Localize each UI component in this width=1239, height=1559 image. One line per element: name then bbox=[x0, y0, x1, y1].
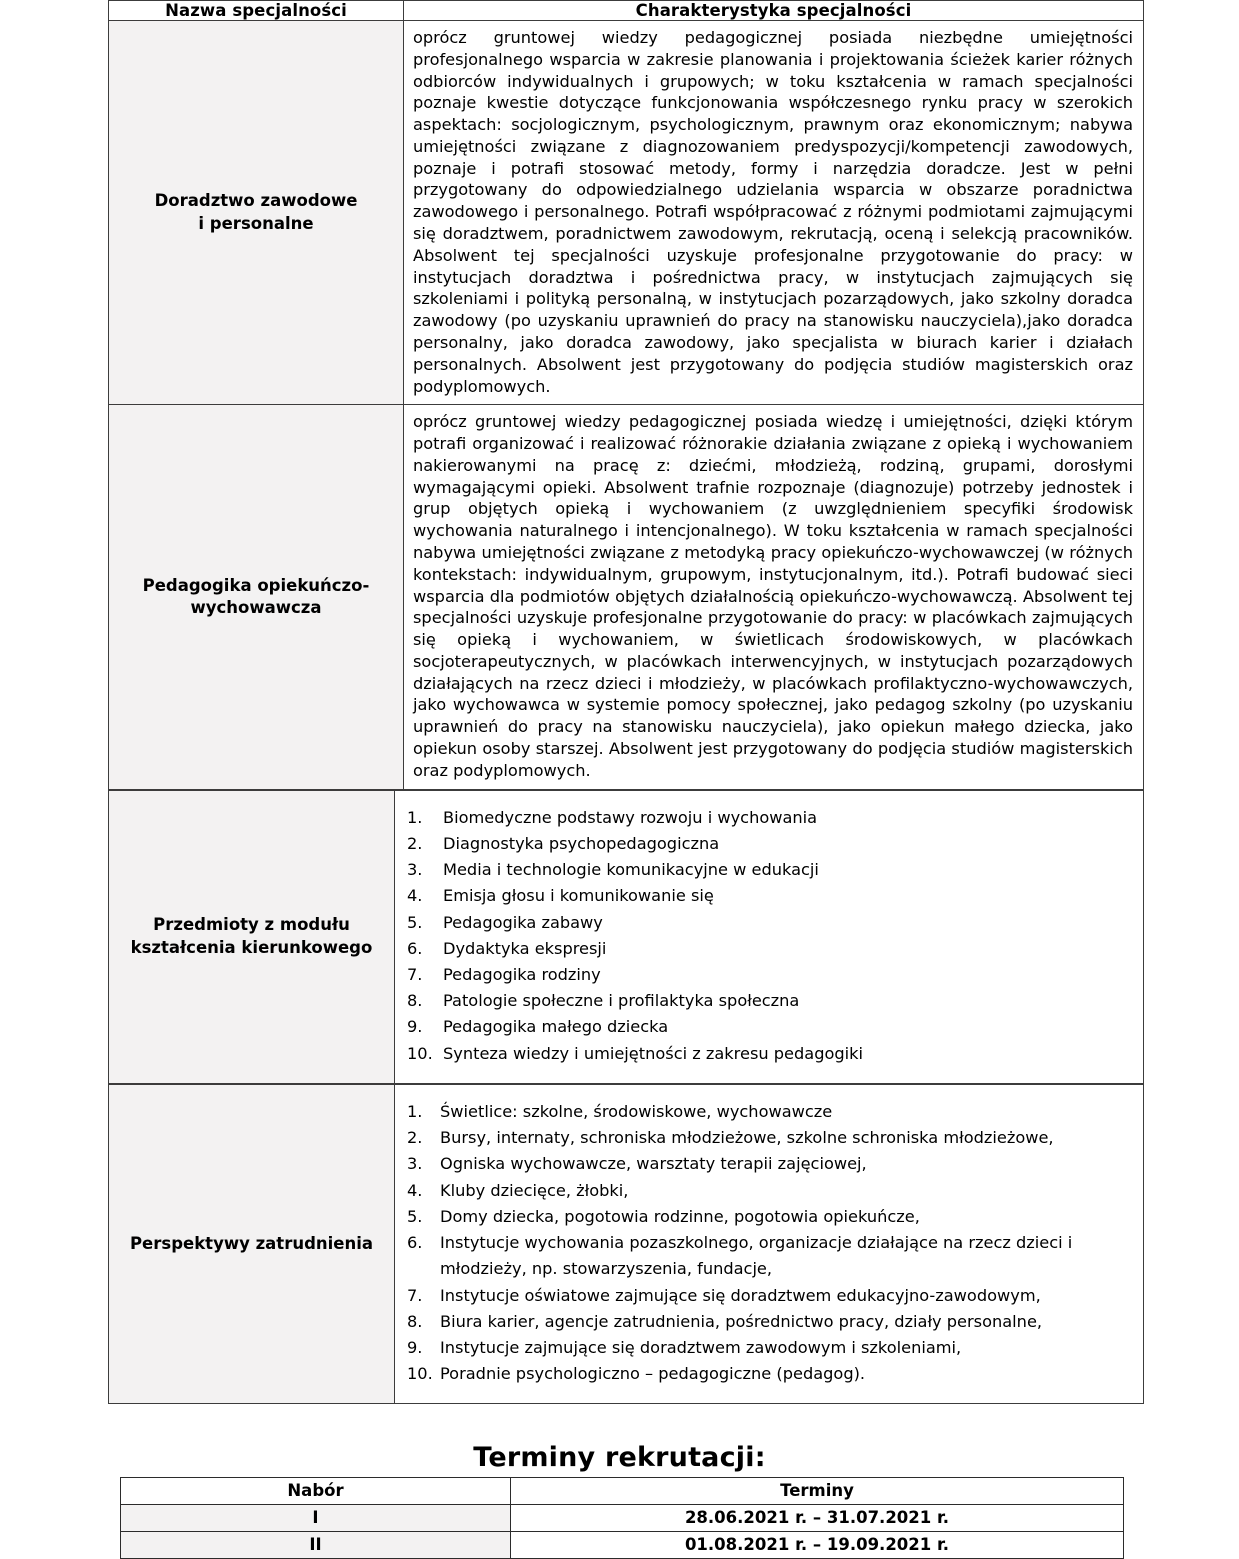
table-row bbox=[121, 1532, 1124, 1559]
list-item bbox=[407, 1204, 1133, 1230]
list-item-label: Pedagogika rodziny bbox=[443, 964, 601, 984]
list-item bbox=[407, 1151, 1133, 1177]
list-item-label: Świetlice: szkolne, środowiskowe, wychowawcze bbox=[440, 1101, 833, 1121]
recruitment-title: Terminy rekrutacji: bbox=[473, 1442, 766, 1474]
employment-list-cell bbox=[395, 1084, 1144, 1404]
list-item-number: 9. bbox=[407, 1338, 423, 1358]
list-item-number: 5. bbox=[407, 1206, 423, 1226]
speciality-name-doradztwo: Doradztwo zawodowe i personalne bbox=[109, 21, 404, 405]
list-item-label: Domy dziecka, pogotowia rodzinne, pogotowia opiekuńcze, bbox=[440, 1206, 920, 1226]
list-item-label: Poradnie psychologiczno – pedagogiczne (pedagog). bbox=[440, 1364, 866, 1384]
list-item-number: 7. bbox=[407, 964, 423, 984]
subjects-table bbox=[108, 790, 1144, 1084]
list-item-number: 2. bbox=[407, 1128, 423, 1148]
list-item-label: Instytucje wychowania pozaszkolnego, organizacje działające na rzecz dzieci i młodzieży, np. stowarzyszenia, fundacje, bbox=[440, 1233, 1073, 1279]
list-item-number: 4. bbox=[407, 886, 423, 906]
list-item bbox=[407, 883, 1133, 909]
list-item-number: 9. bbox=[407, 1017, 423, 1037]
header-speciality-characteristics: Charakterystyka specjalności bbox=[404, 1, 1144, 21]
list-item-label: Pedagogika zabawy bbox=[443, 912, 603, 932]
list-item-number: 10. bbox=[407, 1364, 433, 1384]
list-item bbox=[407, 857, 1133, 883]
list-item bbox=[407, 1230, 1133, 1282]
list-item bbox=[407, 1041, 1133, 1067]
list-item bbox=[407, 805, 1133, 831]
list-item-label: Pedagogika małego dziecka bbox=[443, 1017, 669, 1037]
specialities-table bbox=[108, 0, 1144, 790]
subjects-list bbox=[407, 805, 1133, 1067]
subjects-label: Przedmioty z modułu kształcenia kierunkowego bbox=[109, 790, 395, 1083]
table-header-row bbox=[121, 1478, 1124, 1505]
list-item-number: 10. bbox=[407, 1043, 433, 1063]
list-item-label: Diagnostyka psychopedagogiczna bbox=[443, 833, 720, 853]
list-item bbox=[407, 831, 1133, 857]
employment-label: Perspektywy zatrudnienia bbox=[109, 1084, 395, 1404]
list-item-label: Patologie społeczne i profilaktyka społeczna bbox=[443, 991, 800, 1011]
header-speciality-name: Nazwa specjalności bbox=[109, 1, 404, 21]
table-header-row bbox=[109, 1, 1144, 21]
header-dates: Terminy bbox=[511, 1478, 1124, 1505]
intake-number: II bbox=[121, 1532, 511, 1559]
list-item-label: Biomedyczne podstawy rozwoju i wychowania bbox=[443, 807, 818, 827]
list-item-label: Instytucje zajmujące się doradztwem zawodowym i szkoleniami, bbox=[440, 1338, 962, 1358]
intake-number: I bbox=[121, 1505, 511, 1532]
list-item-number: 7. bbox=[407, 1285, 423, 1305]
intake-dates: 01.08.2021 r. – 19.09.2021 r. bbox=[511, 1532, 1124, 1559]
list-item-number: 1. bbox=[407, 807, 423, 827]
list-item-label: Kluby dziecięce, żłobki, bbox=[440, 1180, 629, 1200]
speciality-description-doradztwo: oprócz gruntowej wiedzy pedagogicznej posiada niezbędne umiejętności profesjonalnego wsparcia w zakresie planowania i projektowania ścieżek karier różnych odbiorców indywidualnych i grupowych; w toku kształcenia w ramach specjalności poznaje kwestie dotyczące funkcjonowania współczesnego rynku pracy w szerokich aspektach: socjologicznym, psychologicznym, prawnym oraz ekonomicznym; nabywa umiejętności związane z diagnozowaniem predyspozycji/kompetencji zawodowych, poznaje i potrafi stosować metody, formy i narzędzia doradcze. Jest w pełni przygotowany do odpowiedzialnego udzielania wsparcia w obszarze poradnictwa zawodowego i personalnego. Potrafi współpracować z różnymi podmiotami zajmującymi się doradztwem, poradnictwem zawodowym, rekrutacją, oceną i selekcją pracowników. Absolwent tej specjalności uzyskuje profesjonalne przygotowanie do pracy: w instytucjach doradztwa i pośrednictwa pracy, w instytucjach zajmujących się szkoleniami i polityką personalną, w instytucjach pozarządowych, jako szkolny doradca zawodowy (po uzyskaniu uprawnień do pracy na stanowisku nauczyciela),jako doradca personalny, jako doradca zawodowy, jako specjalista w biurach karier i działach personalnych. Absolwent jest przygotowany do podjęcia studiów magisterskich oraz podyplomowych. bbox=[404, 21, 1144, 405]
subjects-list-cell bbox=[395, 790, 1144, 1083]
list-item-label: Bursy, internaty, schroniska młodzieżowe, szkolne schroniska młodzieżowe, bbox=[440, 1128, 1054, 1148]
speciality-description-pedagogika: oprócz gruntowej wiedzy pedagogicznej posiada wiedzę i umiejętności, dzięki którym potrafi organizować i realizować różnorakie działania związane z opieką i wychowaniem nakierowanymi na pracę z: dziećmi, młodzieżą, rodziną, grupami, dorosłymi wymagającymi opieki. Absolwent trafnie rozpoznaje (diagnozuje) potrzeby jednostek i grup objętych opieką i wychowaniem (z uwzględnieniem specyfiki środowisk wychowania naturalnego i intencjonalnego). W toku kształcenia w ramach specjalności nabywa umiejętności związane z metodyką pracy opiekuńczo-wychowawczej (w różnych kontekstach: indywidualnym, grupowym, instytucjonalnym, itd.). Potrafi budować sieci wsparcia dla podmiotów objętych działalnością opiekuńczo-wychowawczą. Absolwent tej specjalności uzyskuje profesjonalne przygotowanie do pracy: w placówkach zajmujących się opieką i wychowaniem, w świetlicach środowiskowych, w placówkach socjoterapeutycznych, w placówkach interwencyjnych, w instytucjach pozarządowych działających na rzecz dzieci i młodzieży, w placówkach profilaktyczno-wychowawczych, jako wychowawca w systemie pomocy społecznej, jako pedagog szkolny (po uzyskaniu uprawnień do pracy na stanowisku nauczyciela), jako opiekun małego dziecka, jako opiekun osoby starszej. Absolwent jest przygotowany do podjęcia studiów magisterskich oraz podyplomowych. bbox=[404, 405, 1144, 789]
table-row bbox=[109, 405, 1144, 789]
list-item-label: Synteza wiedzy i umiejętności z zakresu pedagogiki bbox=[443, 1043, 864, 1063]
intake-dates: 28.06.2021 r. – 31.07.2021 r. bbox=[511, 1505, 1124, 1532]
recruitment-table bbox=[120, 1477, 1124, 1559]
table-row bbox=[109, 790, 1144, 1083]
list-item-label: Biura karier, agencje zatrudnienia, pośrednictwo pracy, działy personalne, bbox=[440, 1311, 1043, 1331]
list-item bbox=[407, 962, 1133, 988]
list-item bbox=[407, 1283, 1133, 1309]
list-item-number: 5. bbox=[407, 912, 423, 932]
list-item bbox=[407, 936, 1133, 962]
table-row bbox=[109, 1084, 1144, 1404]
list-item-label: Ogniska wychowawcze, warsztaty terapii zajęciowej, bbox=[440, 1154, 867, 1174]
list-item bbox=[407, 1178, 1133, 1204]
list-item-number: 3. bbox=[407, 860, 423, 880]
list-item-number: 2. bbox=[407, 833, 423, 853]
list-item bbox=[407, 988, 1133, 1014]
list-item-number: 3. bbox=[407, 1154, 423, 1174]
table-row bbox=[109, 21, 1144, 405]
employment-list bbox=[407, 1099, 1133, 1388]
list-item bbox=[407, 1099, 1133, 1125]
list-item-number: 4. bbox=[407, 1180, 423, 1200]
list-item-number: 6. bbox=[407, 938, 423, 958]
list-item bbox=[407, 1361, 1133, 1387]
list-item bbox=[407, 1014, 1133, 1040]
list-item-number: 6. bbox=[407, 1233, 423, 1253]
table-row bbox=[121, 1505, 1124, 1532]
list-item-label: Emisja głosu i komunikowanie się bbox=[443, 886, 714, 906]
list-item-number: 1. bbox=[407, 1101, 423, 1121]
list-item-label: Instytucje oświatowe zajmujące się doradztwem edukacyjno-zawodowym, bbox=[440, 1285, 1041, 1305]
list-item-number: 8. bbox=[407, 1311, 423, 1331]
employment-table bbox=[108, 1084, 1144, 1405]
list-item-label: Dydaktyka ekspresji bbox=[443, 938, 607, 958]
speciality-name-pedagogika: Pedagogika opiekuńczo- wychowawcza bbox=[109, 405, 404, 789]
list-item bbox=[407, 1309, 1133, 1335]
list-item bbox=[407, 910, 1133, 936]
list-item-number: 8. bbox=[407, 991, 423, 1011]
list-item-label: Media i technologie komunikacyjne w edukacji bbox=[443, 860, 819, 880]
header-intake: Nabór bbox=[121, 1478, 511, 1505]
list-item bbox=[407, 1335, 1133, 1361]
list-item bbox=[407, 1125, 1133, 1151]
